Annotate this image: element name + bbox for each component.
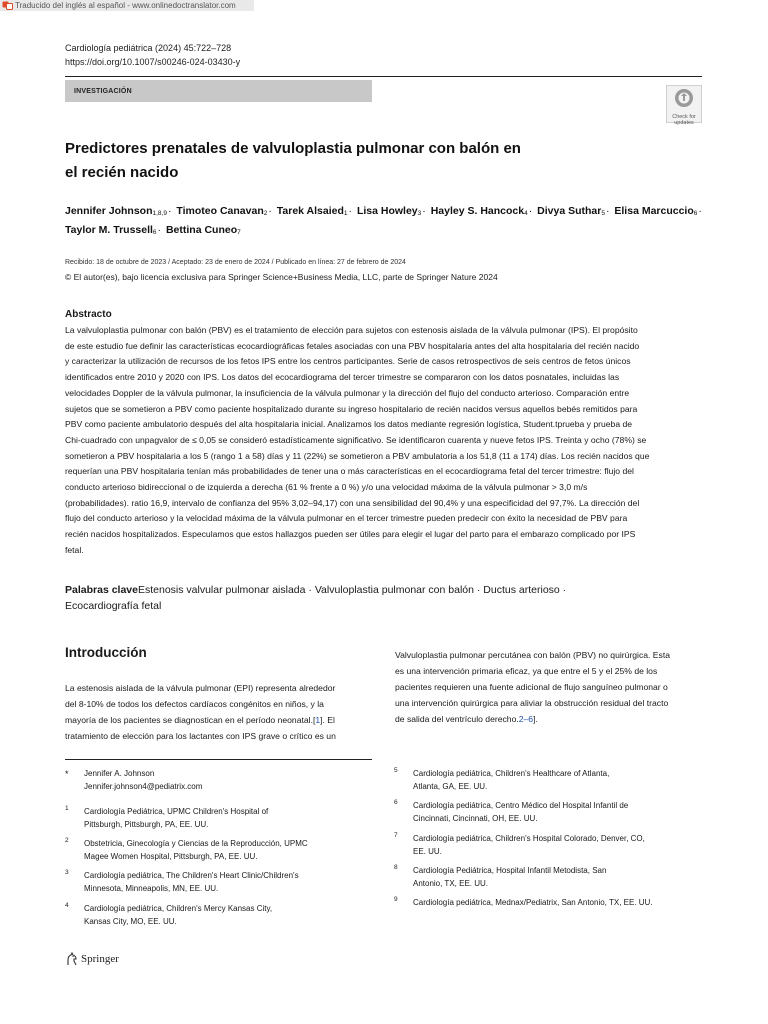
affiliation-line: Cardiología pediátrica, The Children's Heart Clinic/Children's	[84, 871, 299, 880]
affiliation-number: 9	[394, 896, 398, 903]
citation-link[interactable]: 1	[315, 715, 321, 725]
title-line: el recién nacido	[65, 164, 179, 181]
abstract-body	[65, 323, 706, 559]
affiliation-line: Cardiología Pediátrica, Hospital Infantil Metodista, San	[413, 866, 607, 875]
body-line-with-ref	[65, 712, 367, 728]
corresponding-name: Jennifer A. Johnson	[84, 769, 155, 778]
translate-icon	[2, 1, 13, 10]
affiliation-line: Cardiología pediátrica, Mednax/Pediatrix, San Antonio, TX, EE. UU.	[413, 898, 653, 907]
intro-right-column	[395, 647, 707, 727]
author[interactable]	[614, 205, 697, 217]
affiliation-number: 4	[65, 902, 69, 909]
affiliation-line: Cardiología pediátrica, Children's Mercy Kansas City,	[84, 904, 273, 913]
body-line: tratamiento de elección para los lactantes con IPS grave o crítico es un	[65, 731, 336, 741]
intro-left-column	[65, 680, 367, 744]
affiliation-line: Pittsburgh, Pittsburgh, PA, EE. UU.	[84, 819, 209, 829]
affiliation-footnote	[65, 806, 372, 832]
body-line: pacientes requieren una fuente adicional de flujo sanguíneo pulmonar o	[395, 682, 668, 692]
abstract-line: La valvuloplastia pulmonar con balón (PBV) es el tratamiento de elección para sujetos con estenosis aislada de la válvula pulmonar (IPS). El propósito	[65, 325, 638, 335]
affiliation-footnote	[65, 903, 372, 929]
body-line: una intervención quirúrgica para aliviar la obstrucción residual del tracto	[395, 698, 669, 708]
affiliation-footnote	[394, 865, 706, 891]
check-updates-icon	[674, 88, 694, 108]
abstract-line: requerían una PBV hospitalaria tenían más probabilidades de tener una o más características en el ecocardiograma fetal del tercer trimestre: flujo del	[65, 466, 634, 477]
author-list: Jennifer Johnson$_{1,8,9}$· Timoteo Canavan$_2$· Tarek Alsaied$_1$· Lisa Howley$_3$· Hayley S. Hancock$_4$· Divya Suthar$_5$· Elisa Marcuccio$_6$· Taylor M. Trussell$_6$· Bettina Cuneo$_7$	[65, 205, 702, 236]
check-updates-line2: updates	[674, 120, 694, 126]
author-name: Jennifer Johnson	[65, 205, 153, 217]
author-name: Lisa Howley	[356, 205, 418, 217]
author-affiliation: 7	[237, 229, 241, 236]
abstract-line: conducto arterioso bidireccional o de izquierda a derecha (61 % frente a 0 %) y/o una velocidad máxima de la válvula pulmonar > 3,0 m/s	[65, 482, 588, 493]
author-affiliation: 1	[343, 210, 348, 217]
author[interactable]	[65, 224, 157, 236]
abstract-line: fetal.	[65, 544, 84, 555]
journal-citation: Cardiología pediátrica (2024) 45:722–728	[65, 43, 232, 53]
corresponding-email[interactable]: Jennifer.johnson4@pediatrix.com	[84, 781, 203, 791]
affiliation-number: 8	[394, 864, 398, 871]
abstract-line: sujetos que se sometieron a PBV como paciente hospitalizado durante su ingreso hospitalario de recién nacidos versus aquellos bebés remitidos para	[65, 403, 638, 414]
body-line: La estenosis aislada de la válvula pulmonar (EPI) representa alrededor	[65, 683, 336, 693]
affiliation-number: 6	[394, 799, 398, 806]
abstract-line: sometieron a PBV hospitalaria a los 5 (rango 1 a 58) días y 11 (22%) se sometieron a PBV ambulatoria a los 51,8 (11 a 174) días. Los recién nacidos que	[65, 450, 650, 461]
affiliation-footnote	[394, 897, 706, 911]
abstract-line: de este estudio fue definir las características ecocardiográficas fetales asociadas con una PBV hospitalaria antes del alta hospitalaria del recién nacido	[65, 340, 640, 351]
article-title	[65, 137, 535, 185]
author[interactable]	[357, 205, 421, 217]
section-heading-introduction: Introducción	[65, 645, 147, 660]
author-affiliation: 4	[524, 210, 528, 217]
author[interactable]	[277, 205, 348, 217]
author-affiliation: 3	[417, 210, 422, 217]
author-affiliation: 1,8,9	[152, 210, 167, 217]
author-name: Tarek Alsaied	[276, 205, 344, 217]
author-name: Bettina Cuneo	[165, 224, 238, 236]
section-tag-label: INVESTIGACIÓN	[74, 87, 132, 95]
affiliation-line: Magee Women Hospital, Pittsburgh, PA, EE. UU.	[84, 851, 258, 861]
affiliation-line: Cardiología Pediátrica, UPMC Children's Hospital of	[84, 807, 269, 816]
affiliation-line: Cardiología pediátrica, Children's Healthcare of Atlanta,	[413, 769, 610, 778]
abstract-heading: Abstracto	[65, 309, 112, 320]
keywords	[65, 582, 685, 614]
body-line: es una intervención primaria eficaz, ya que entre el 5 y el 25% de los	[395, 666, 658, 676]
check-updates-line1: Check for	[672, 114, 696, 120]
author-affiliation: 6	[693, 210, 698, 217]
affiliation-footnote	[65, 838, 372, 864]
author[interactable]	[537, 205, 605, 217]
affiliation-number: 1	[65, 805, 69, 812]
affiliation-number: 7	[394, 832, 398, 839]
footnote-rule	[65, 759, 372, 760]
translator-banner[interactable]	[0, 0, 254, 11]
author[interactable]	[176, 205, 267, 217]
affiliation-number: 5	[394, 767, 398, 774]
abstract-line: recién nacidos hospitalizados. Especulamos que estos hallazgos pueden ser útiles para elegir el lugar del parto para el embarazo complicado por IPS	[65, 529, 636, 540]
body-line-with-ref	[395, 711, 707, 727]
abstract-line: (probabilidades). ratio 16,9, intervalo de confianza del 95% 3,02–94,17) con una sensibilidad del 90,4% y una especificidad del 97,7%. La dirección del	[65, 497, 640, 508]
affiliation-line: Cardiología pediátrica, Centro Médico del Hospital Infantil de	[413, 801, 629, 810]
abstract-line: PBV como paciente ambulatorio después del alta hospitalaria inicial. Analizamos los datos mediante regresión logística, Student.tprueba y prueba de	[65, 419, 633, 430]
keywords-line: Estenosis valvular pulmonar aislada · Valvuloplastia pulmonar con balón · Ductus arterioso ·	[137, 584, 567, 596]
abstract-line: velocidades Doppler de la válvula pulmonar, la insuficiencia de la válvula pulmonar y la dirección del flujo del conducto arterioso. Comparación entre	[65, 387, 630, 398]
author-affiliation: 2	[263, 210, 268, 217]
corresponding-author	[65, 768, 372, 794]
keywords-line: Ecocardiografía fetal	[65, 600, 162, 612]
publication-dates: Recibido: 18 de octubre de 2023 / Aceptado: 23 de enero de 2024 / Publicado en línea: 27 de febrero de 2024	[65, 259, 406, 266]
abstract-line: Chi-cuadrado con unpagvalor de ≤ 0,05 se consideró estadísticamente significativo. Se identificaron cuarenta y nueve fetos IPS. Treinta y ocho (78%) se	[65, 434, 647, 445]
translator-banner-text: Traducido del inglés al español - www.onlinedoctranslator.com	[15, 1, 236, 10]
author-name: Timoteo Canavan	[176, 205, 264, 217]
affiliation-line: Obstetricia, Ginecología y Ciencias de la Reproducción, UPMC	[84, 839, 308, 848]
affiliation-line: Kansas City, MO, EE. UU.	[84, 916, 177, 926]
citation-link[interactable]: 2–6	[518, 714, 534, 724]
copyright-notice: © El autor(es), bajo licencia exclusiva para Springer Science+Business Media, LLC, parte de Springer Nature 2024	[65, 272, 498, 282]
keywords-label: Palabras clave	[65, 584, 138, 596]
corresponding-mark: *	[65, 769, 69, 779]
affiliation-footnote	[394, 768, 706, 794]
affiliation-footnote	[394, 833, 706, 859]
ref-bracket: [	[312, 715, 316, 725]
abstract-line: identificados entre 2010 y 2020 con IPS. Los datos del ecocardiograma del tercer trimestre se compararon con los datos posnatales, incluidas las	[65, 372, 620, 383]
abstract-line: flujo del conducto arterioso y la velocidad máxima de la válvula pulmonar en el tercer trimestre pueden predecir con éxito la necesidad de PBV para	[65, 513, 628, 524]
affiliation-line: Minnesota, Minneapolis, MN, EE. UU.	[84, 883, 219, 893]
title-line: Predictores prenatales de valvuloplastia pulmonar con balón en	[65, 140, 521, 157]
author-name: Elisa Marcuccio	[614, 205, 694, 217]
springer-horse-icon	[65, 952, 78, 966]
section-tag	[65, 80, 372, 102]
body-text: mayoría de los pacientes se diagnostican en el período neonatal.	[65, 715, 313, 725]
author-name: Divya Suthar	[537, 205, 602, 217]
affiliation-footnote	[394, 800, 706, 826]
affiliation-line: Antonio, TX, EE. UU.	[413, 878, 488, 888]
springer-wordmark: Springer	[81, 953, 119, 965]
body-line: Valvuloplastia pulmonar percutánea con balón (PBV) no quirúrgica. Esta	[395, 650, 670, 660]
affiliation-line: Cincinnati, Cincinnati, OH, EE. UU.	[413, 813, 538, 823]
author[interactable]	[166, 224, 241, 236]
ref-close: ]. El	[320, 715, 335, 725]
affiliation-line: Cardiología pediátrica, Children's Hospital Colorado, Denver, CO,	[413, 834, 645, 843]
author[interactable]	[431, 205, 528, 217]
header-rule	[65, 76, 702, 77]
author-affiliation: 5	[601, 210, 605, 217]
author-name: Hayley S. Hancock	[430, 205, 525, 217]
affiliation-footnote	[65, 870, 372, 896]
springer-logo	[65, 952, 119, 966]
author-affiliation: 6	[152, 229, 157, 236]
author[interactable]	[65, 205, 167, 217]
doi-link[interactable]: https://doi.org/10.1007/s00246-024-03430-y	[65, 57, 241, 67]
author-name: Taylor M. Trussell	[65, 224, 153, 236]
body-text: de salida del ventrículo derecho.	[395, 714, 519, 724]
body-line: del 8-10% de todos los defectos cardíacos congénitos en niños, y la	[65, 699, 324, 709]
affiliation-line: Atlanta, GA, EE. UU.	[413, 781, 488, 791]
check-for-updates-badge[interactable]	[666, 85, 702, 126]
affiliation-number: 2	[65, 837, 69, 844]
affiliation-line: EE. UU.	[413, 846, 442, 856]
affiliation-number: 3	[65, 869, 69, 876]
ref-close: ].	[533, 714, 538, 724]
abstract-line: y caracterizar la utilización de recursos de los fetos IPS entre los centros participantes. Serie de casos retrospectivos de seis centros de fetos únicos	[65, 356, 631, 367]
